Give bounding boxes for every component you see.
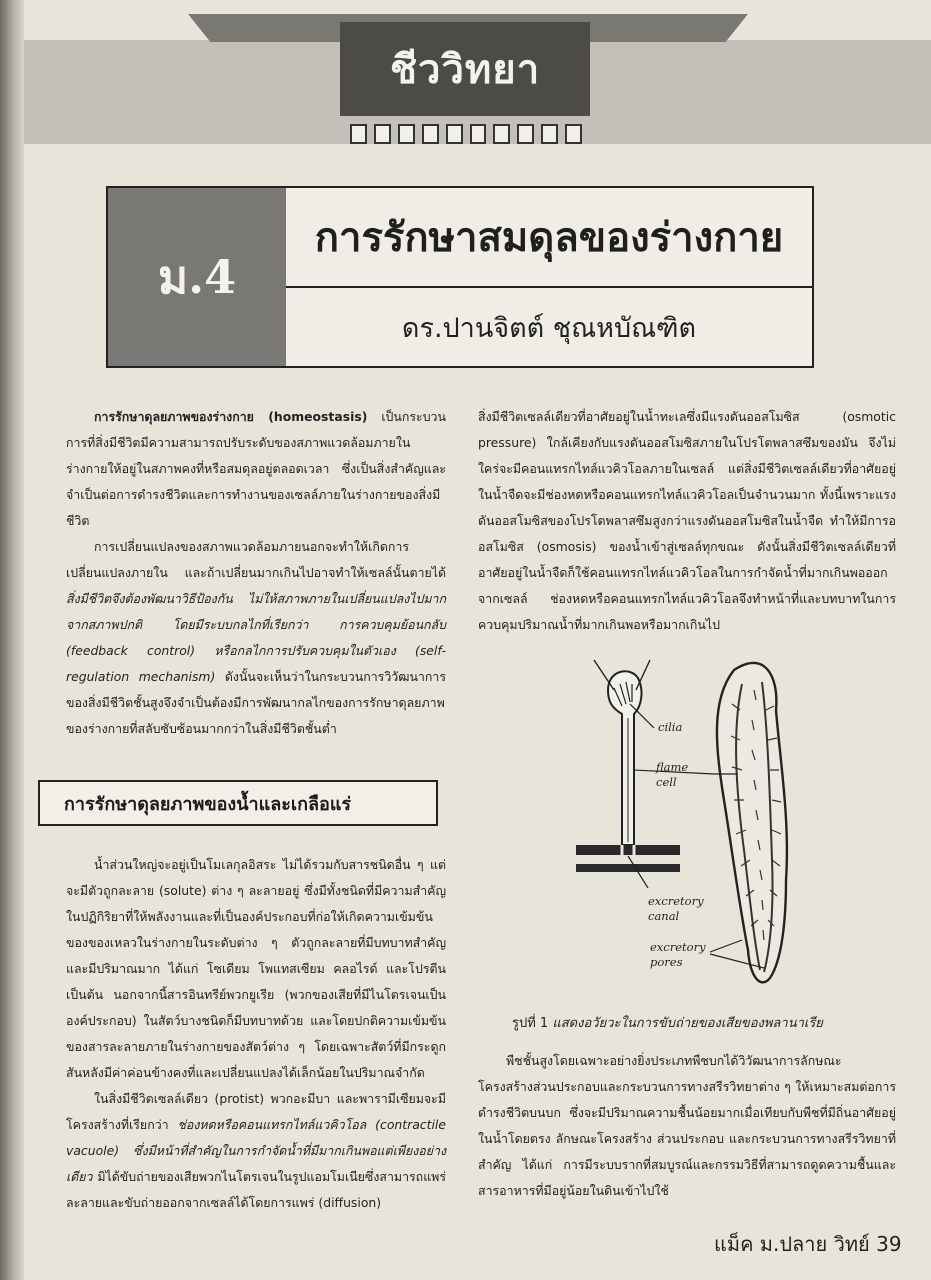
section-title: ชีววิทยา [389,47,541,93]
intro-paragraph-1 [66,404,446,534]
planaria-figure [564,650,864,995]
plants-column [478,1048,896,1204]
intro-p2-text-a: การเปลี่ยนแปลงของสภาพแวดล้อมภายนอกจะทำให้เกิดการเปลี่ยนแปลงภายใน และถ้าเปลี่ยนมากเกินไปอาจทำให้เซลล์นั้นตายได้ [66,539,446,580]
osmosis-column [478,404,896,638]
contractile-vacuole-term: ช่องหดหรือคอนแทรกไทล์แวคิวโอล (contractile vacuole) [66,1117,446,1158]
grade-badge [108,188,286,366]
square-icon [374,124,391,144]
square-icon [470,124,487,144]
water-column [66,852,446,1216]
figure-number: รูปที่ 1 [512,1016,549,1031]
square-icon [541,124,558,144]
water-p2-italic: ซึ่งมีหน้าที่สำคัญในการกำจัดน้ำที่มีมากเกินพอแต่เพียงอย่างเดียว [66,1143,446,1184]
water-p2-space [119,1143,133,1158]
flame-cell-drawing [594,660,650,845]
page-footer: แม็ค ม.ปลาย วิทย์ 39 [714,1232,902,1256]
intro-p2-text-b: ดังนั้นจะเห็นว่าในกระบวนการวิวัฒนาการของสิ่งมีชีวิตชั้นสูงจึงจำเป็นต้องมีการพัฒนากลไกของการรักษาดุลยภาพของร่างกายที่สลับซับซ้อนมากกว่าในสิ่งมีชีวิตชั้นต่ำ [66,669,446,736]
figure-caption-text: แสดงอวัยวะในการขับถ่ายของเสียของพลานาเรีย [552,1016,823,1031]
label-flame-cell: flame cell [656,760,689,789]
book-spine-shadow [0,0,24,1280]
label-excretory-pores: excretory pores [650,940,706,969]
planaria-body-outline [717,663,787,982]
square-icon [446,124,463,144]
grade-label: ม.4 [157,249,237,304]
intro-p1-text: เป็นกระบวนการที่สิ่งมีชีวิตมีความสามารถปรับระดับของสภาพแวดล้อมภายในร่างกายให้อยู่ในสภาพคงที่หรือสมดุลอยู่ตลอดเวลา ซึ่งเป็นสิ่งสำคัญและจำเป็นต่อการดำรงชีวิตและการทำงานของเซลล์ภายในร่างกายของสิ่งมีชีวิต [66,409,446,528]
water-paragraph-2 [66,1086,446,1216]
water-p2-text-b: มิได้ขับถ่ายของเสียพวกไนโตรเจนในรูปแอมโมเนียซึ่งสามารถแพร่ละลายและขับถ่ายออกจากเซลล์ได้โดยการแพร่ (diffusion) [66,1169,446,1210]
water-paragraph-1: น้ำส่วนใหญ่จะอยู่เป็นโมเลกุลอิสระ ไม่ได้รวมกับสารชนิดอื่น ๆ แต่จะมีตัวถูกละลาย (solute) ต่าง ๆ ละลายอยู่ ซึ่งมีทั้งชนิดที่มีความสำคัญในปฏิกิริยาที่ให้พลังงานและที่เป็นองค์ประกอบที่ก่อให้เกิดความเข้มข้นของของเหลวในร่างกายในระดับต่าง ๆ ตัวถูกละลายที่มีบทบาทสำคัญและมีปริมาณมาก ได้แก่ โซเดียม โพแทสเซียม คลอไรด์ และโปรตีน เป็นต้น นอกจากนี้สารอินทรีย์พวกยูเรีย (พวกของเสียที่มีไนโตรเจนเป็นองค์ประกอบ) ในสัตว์บางชนิดก็มีบทบาทด้วย และโดยปกติความเข้มข้นของสารละลายภายในร่างกายของสัตว์ต่าง ๆ โดยเฉพาะสัตว์ที่มีกระดูกสันหลังมีค่าค่อนข้างคงที่และเปลี่ยนแปลงได้เล็กน้อยในปริมาณจำกัด [66,857,446,1080]
planaria-diagram [564,650,864,995]
article-title: การรักษาสมดุลของร่างกาย [314,215,784,261]
plants-paragraph: พืชชั้นสูงโดยเฉพาะอย่างยิ่งประเภทพืชบกได้วิวัฒนาการลักษณะโครงสร้างส่วนประกอบและกระบวนการทางสรีรวิทยาต่าง ๆ ให้เหมาะสมต่อการดำรงชีวิตบนบก ซึ่งจะมีปริมาณความชื้นน้อยมากเมื่อเทียบกับพืชที่มีถิ่นอาศัยอยู่ในน้ำโดยตรง ลักษณะโครงสร้าง ส่วนประกอบ และกระบวนการทางสรีรวิทยาที่สำคัญ ได้แก่ การมีระบบรากที่สมบูรณ์และกรรมวิธีที่สามารถดูดความชื้นและสารอาหารที่มีอยู่น้อยในดินเข้าไปใช้ [478,1053,896,1198]
intro-p2-italic: สิ่งมีชีวิตจึงต้องพัฒนาวิธีป้องกัน ไม่ให้สภาพภายในเปลี่ยนแปลงไปมากจากสภาพปกติ โดยมีระบบกลไกที่เรียกว่า การควบคุมย้อนกลับ (feedback control) หรือกลไกการปรับควบคุมในตัวเอง (self-regulation mechanism) [66,591,446,684]
article-title-block [106,186,814,368]
square-icon [565,124,582,144]
osmosis-paragraph: สิ่งมีชีวิตเซลล์เดียวที่อาศัยอยู่ในน้ำทะเลซึ่งมีแรงดันออสโมซิส (osmotic pressure) ใกล้เคียงกับแรงดันออสโมซิสภายในโปรโตพลาสซึมของมัน จึงไม่ใคร่จะมีคอนแทรกไทล์แวคิวโอลภายในเซลล์ แต่สิ่งมีชีวิตเซลล์เดียวที่อาศัยอยู่ในน้ำจืดจะมีช่องหดหรือคอนแทรกไทล์แวคิวโอลเป็นจำนวนมาก ทั้งนี้เพราะแรงดันออสโมซิสของโปรโตพลาสซึมสูงกว่าแรงดันออสโมซิสในน้ำจืด ทำให้มีการออสโมซิส (osmosis) ของน้ำเข้าสู่เซลล์ทุกขณะ ดังนั้นสิ่งมีชีวิตเซลล์เดียวที่อาศัยอยู่ในน้ำจืดก็ใช้คอนแทรกไทล์แวคิวโอลในการกำจัดน้ำที่มากเกินพอออกจากเซลล์ ช่องหดหรือคอนแทรกไทล์แวคิวโอลจึงทำหน้าที่และบทบาทในการควบคุมปริมาณน้ำที่มากเกินพอหรือมากเกินไป [478,409,896,632]
section-heading: การรักษาดุลยภาพของน้ำและเกลือแร่ [38,780,438,826]
square-icon [350,124,367,144]
square-icon [398,124,415,144]
header-squares [350,124,582,144]
water-p2-text-a: ในสิ่งมีชีวิตเซลล์เดียว (protist) พวกอะมีบา และพารามีเซียมจะมีโครงสร้างที่เรียกว่า [66,1091,446,1132]
excretory-tube-base [576,845,680,872]
label-excretory-canal: excretory canal [648,894,704,923]
intro-column [66,404,446,742]
intro-paragraph-2 [66,534,446,742]
square-icon [422,124,439,144]
square-icon [493,124,510,144]
figure-caption [512,1012,912,1033]
article-author: ดร.ปานจิตต์ ชุณหบัณฑิต [401,312,697,344]
section-header [340,22,590,116]
label-cilia: cilia [658,720,683,734]
homeostasis-term: การรักษาดุลยภาพของร่างกาย (homeostasis) [94,409,368,424]
square-icon [517,124,534,144]
